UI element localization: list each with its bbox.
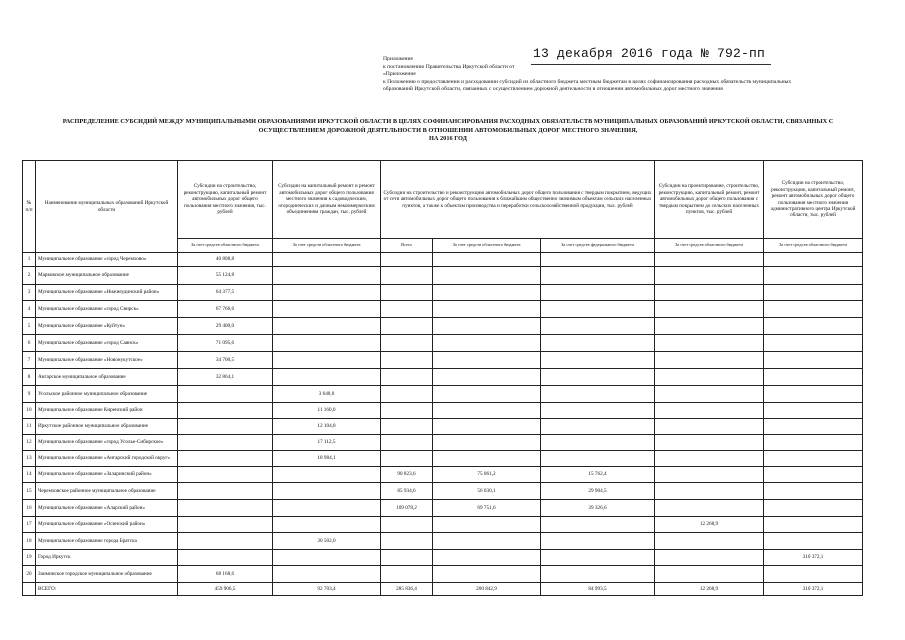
cell-c3t	[381, 386, 433, 403]
cell-c4	[655, 253, 764, 267]
cell-c5	[764, 533, 863, 550]
cell-c3r	[433, 435, 541, 451]
cell-c3t	[381, 369, 433, 386]
cell-c3r: 56 030,1	[433, 483, 541, 500]
cell-c3f: 15 762,4	[541, 467, 655, 483]
total-c2: 92 703,4	[273, 583, 381, 596]
row-number: 18	[23, 533, 36, 550]
row-number: 20	[23, 566, 36, 583]
total-number-cell	[23, 583, 36, 596]
row-name: Черемховское районное муниципальное образование	[36, 483, 178, 500]
header-line: к постановлению Правительства Иркутской области от	[383, 63, 515, 70]
row-name: Ангарское муниципальное образование	[36, 369, 178, 386]
cell-c2	[273, 566, 381, 583]
cell-c3r	[433, 318, 541, 335]
sub-header-c3-total: Всего	[381, 239, 433, 253]
cell-c3t	[381, 419, 433, 435]
cell-c5	[764, 483, 863, 500]
row-number: 9	[23, 386, 36, 403]
table-row	[23, 253, 863, 267]
row-number: 19	[23, 550, 36, 566]
row-name: Муниципальное образование «Ангарский городской округ»	[36, 451, 178, 467]
row-name: Муниципальное образование Киренский район	[36, 403, 178, 419]
cell-c2	[273, 285, 381, 301]
cell-c3f	[541, 267, 655, 285]
cell-c5	[764, 451, 863, 467]
header-line: к Положению о предоставлении и расходовании субсидий из областного бюджета местным бюджетам в целях софинансирования расходных обязательств муниципальных	[383, 78, 792, 85]
cell-c3f	[541, 285, 655, 301]
cell-c3t	[381, 285, 433, 301]
row-name: Муниципальное образование «Куйтун»	[36, 318, 178, 335]
cell-c3f	[541, 517, 655, 533]
cell-c3r	[433, 335, 541, 352]
document-header	[383, 46, 792, 94]
table-row	[23, 435, 863, 451]
table-row	[23, 550, 863, 566]
table-row	[23, 566, 863, 583]
cell-c1	[178, 483, 273, 500]
cell-c2	[273, 517, 381, 533]
row-number: 7	[23, 352, 36, 369]
row-name: Муниципальное образование города Братска	[36, 533, 178, 550]
table-row	[23, 369, 863, 386]
cell-c3t	[381, 550, 433, 566]
row-number: 4	[23, 301, 36, 318]
cell-c3f	[541, 566, 655, 583]
cell-c3f	[541, 451, 655, 467]
cell-c1	[178, 386, 273, 403]
row-number: 12	[23, 435, 36, 451]
cell-c1	[178, 435, 273, 451]
row-name: Муниципальное образование «Заларинский район»	[36, 467, 178, 483]
cell-c3t	[381, 318, 433, 335]
cell-c2	[273, 467, 381, 483]
row-name: Иркутское районное муниципальное образование	[36, 419, 178, 435]
cell-c3f: 39 326,6	[541, 500, 655, 517]
cell-c3r	[433, 451, 541, 467]
total-c3r: 200 842,9	[433, 583, 541, 596]
row-number: 11	[23, 419, 36, 435]
date-underline	[531, 64, 771, 65]
cell-c4	[655, 301, 764, 318]
cell-c3r	[433, 352, 541, 369]
cell-c3r	[433, 386, 541, 403]
row-number: 13	[23, 451, 36, 467]
cell-c3r	[433, 253, 541, 267]
cell-c5	[764, 566, 863, 583]
table-body	[23, 253, 863, 596]
col-header-c4: Субсидии на проектирование, строительство, реконструкцию, капитальный ремонт, ремонт автомобильных дорог общего пользования с твердым покрытием до сельских населенных пунктов, тыс. рублей	[655, 161, 764, 239]
cell-c3r: 69 751,6	[433, 500, 541, 517]
cell-c4	[655, 483, 764, 500]
total-label: ВСЕГО:	[36, 583, 178, 596]
cell-c3t	[381, 533, 433, 550]
cell-c1: 40 808,8	[178, 253, 273, 267]
cell-c2	[273, 318, 381, 335]
sub-header-c5: За счет средств областного бюджета	[764, 239, 863, 253]
cell-c3t: 109 078,2	[381, 500, 433, 517]
cell-c5	[764, 267, 863, 285]
table-row	[23, 267, 863, 285]
resolution-date: 13 декабря 2016 года № 792-пп	[533, 46, 766, 61]
cell-c1: 32 864,1	[178, 369, 273, 386]
table-row	[23, 533, 863, 550]
col-header-c3: Субсидии на строительство и реконструкцию автомобильных дорог общего пользования с твердым покрытием, ведущих от сети автомобильных дорог общего пользования к ближайшим общественно значимым объектам сельских населенных пунктов, а также к объектам производства и переработки сельскохозяйственной продукции, тыс. рублей	[381, 161, 655, 239]
cell-c4	[655, 267, 764, 285]
row-number: 17	[23, 517, 36, 533]
cell-c3f	[541, 533, 655, 550]
cell-c1	[178, 467, 273, 483]
cell-c3f	[541, 352, 655, 369]
cell-c5	[764, 318, 863, 335]
row-name: Муниципальное образование «Нижнеудинский район»	[36, 285, 178, 301]
cell-c5	[764, 435, 863, 451]
cell-c5	[764, 419, 863, 435]
cell-c1: 68 168,6	[178, 566, 273, 583]
cell-c3t: 85 934,6	[381, 483, 433, 500]
cell-c2	[273, 483, 381, 500]
cell-c3f	[541, 318, 655, 335]
title-line: НА 2016 ГОД	[429, 135, 467, 143]
cell-c3f	[541, 301, 655, 318]
cell-c3r	[433, 285, 541, 301]
sub-header-c2: За счет средств областного бюджета	[273, 239, 381, 253]
cell-c3t: 90 823,6	[381, 467, 433, 483]
cell-c2	[273, 352, 381, 369]
table-row	[23, 301, 863, 318]
cell-c3f	[541, 435, 655, 451]
table-row	[23, 517, 863, 533]
cell-c5	[764, 386, 863, 403]
row-name: Муниципальное образование «Осинский район»	[36, 517, 178, 533]
cell-c5	[764, 253, 863, 267]
cell-c3r	[433, 517, 541, 533]
cell-c5	[764, 500, 863, 517]
cell-c3f	[541, 253, 655, 267]
cell-c1: 34 700,5	[178, 352, 273, 369]
cell-c3r	[433, 267, 541, 285]
cell-c2: 17 112,5	[273, 435, 381, 451]
cell-c3f	[541, 386, 655, 403]
cell-c2	[273, 369, 381, 386]
cell-c3r	[433, 403, 541, 419]
cell-c2	[273, 253, 381, 267]
col-header-name: Наименование муниципальных образований Иркутской области	[36, 161, 178, 253]
cell-c1: 67 766,6	[178, 301, 273, 318]
cell-c1: 55 124,8	[178, 267, 273, 285]
col-header-c1: Субсидии на строительство, реконструкцию, капитальный ремонт автомобильных дорог общего пользования местного значения, тыс. рублей	[178, 161, 273, 239]
table-row	[23, 467, 863, 483]
cell-c5	[764, 285, 863, 301]
table-row	[23, 285, 863, 301]
cell-c4	[655, 386, 764, 403]
cell-c3t	[381, 253, 433, 267]
subsidy-table	[22, 160, 863, 596]
cell-c2: 12 104,8	[273, 419, 381, 435]
row-name: Муниципальное образование «Аларский район»	[36, 500, 178, 517]
cell-c4	[655, 550, 764, 566]
cell-c4	[655, 419, 764, 435]
total-c5: 310 372,1	[764, 583, 863, 596]
cell-c5	[764, 403, 863, 419]
cell-c3r: 75 061,2	[433, 467, 541, 483]
total-row	[23, 583, 863, 596]
document-title	[38, 118, 858, 144]
cell-c5	[764, 301, 863, 318]
cell-c3r	[433, 550, 541, 566]
cell-c3t	[381, 435, 433, 451]
row-name: Марковское муниципальное образование	[36, 267, 178, 285]
cell-c2	[273, 550, 381, 566]
total-c4: 12 268,9	[655, 583, 764, 596]
cell-c2: 18 984,1	[273, 451, 381, 467]
row-number: 14	[23, 467, 36, 483]
row-name: Муниципальное образование «Новонукутское»	[36, 352, 178, 369]
total-c3t: 285 836,4	[381, 583, 433, 596]
row-name: Усольское районное муниципальное образование	[36, 386, 178, 403]
cell-c4	[655, 335, 764, 352]
cell-c4	[655, 566, 764, 583]
total-c1: 459 906,5	[178, 583, 273, 596]
table-row	[23, 500, 863, 517]
col-header-c5: Субсидии на строительство, реконструкцию, капитальный ремонт, ремонт автомобильных дорог общего пользования местного значения административного центра Иркутской области, тыс. рублей	[764, 161, 863, 239]
cell-c4	[655, 533, 764, 550]
row-number: 2	[23, 267, 36, 285]
cell-c3f	[541, 550, 655, 566]
cell-c3r	[433, 566, 541, 583]
cell-c1: 71 095,6	[178, 335, 273, 352]
cell-c4	[655, 369, 764, 386]
cell-c4	[655, 352, 764, 369]
cell-c4	[655, 451, 764, 467]
cell-c3r	[433, 419, 541, 435]
cell-c3f	[541, 403, 655, 419]
cell-c3t	[381, 335, 433, 352]
table-row	[23, 419, 863, 435]
table-row	[23, 451, 863, 467]
cell-c1	[178, 403, 273, 419]
row-name: Заиминское городское муниципальное образование	[36, 566, 178, 583]
row-name: Город Иркутск	[36, 550, 178, 566]
cell-c3f: 29 904,5	[541, 483, 655, 500]
cell-c3f	[541, 419, 655, 435]
row-number: 16	[23, 500, 36, 517]
header-line: Приложение	[383, 56, 414, 62]
cell-c4	[655, 467, 764, 483]
cell-c2	[273, 301, 381, 318]
table-row	[23, 335, 863, 352]
row-name: Муниципальное образование «город Саянск»	[36, 335, 178, 352]
col-header-c2: Субсидии на капитальный ремонт и ремонт автомобильных дорог общего пользования местного значения к садоводческим, огороднических и дачным некоммерческим объединениям граждан, тыс. рублей	[273, 161, 381, 239]
row-number: 5	[23, 318, 36, 335]
cell-c2	[273, 267, 381, 285]
cell-c1: 64 377,5	[178, 285, 273, 301]
cell-c4: 12 268,9	[655, 517, 764, 533]
table-row	[23, 403, 863, 419]
header-line: «Приложение	[383, 71, 416, 78]
cell-c4	[655, 435, 764, 451]
title-line: РАСПРЕДЕЛЕНИЕ СУБСИДИЙ МЕЖДУ МУНИЦИПАЛЬНЫМИ ОБРАЗОВАНИЯМИ ИРКУТСКОЙ ОБЛАСТИ В ЦЕЛЯХ СОФИНАНСИРОВАНИЯ РАСХОДНЫХ ОБЯЗАТЕЛЬСТВ МУНИЦИПАЛЬНЫХ ОБРАЗОВАНИЙ ИРКУТСКОЙ ОБЛАСТИ, СВЯЗАННЫХ С	[62, 118, 834, 125]
row-name: Муниципальное образование «город Свирск»	[36, 301, 178, 318]
col-header-number: № п/п	[23, 161, 36, 253]
cell-c3f	[541, 369, 655, 386]
cell-c4	[655, 318, 764, 335]
cell-c1	[178, 419, 273, 435]
cell-c3r	[433, 533, 541, 550]
row-name: Муниципальное образование «город Усолье-Сибирское»	[36, 435, 178, 451]
cell-c3t	[381, 267, 433, 285]
cell-c3t	[381, 403, 433, 419]
cell-c3t	[381, 566, 433, 583]
row-number: 10	[23, 403, 36, 419]
row-number: 3	[23, 285, 36, 301]
cell-c5: 310 372,1	[764, 550, 863, 566]
row-number: 6	[23, 335, 36, 352]
title-line: ОСУЩЕСТВЛЕНИЕМ ДОРОЖНОЙ ДЕЯТЕЛЬНОСТИ В ОТНОШЕНИИ АВТОМОБИЛЬНЫХ ДОРОГ МЕСТНОГО ЗНАЧЕНИЯ,	[258, 126, 638, 134]
cell-c5	[764, 517, 863, 533]
row-number: 1	[23, 253, 36, 267]
cell-c1	[178, 451, 273, 467]
cell-c1	[178, 533, 273, 550]
table-row	[23, 318, 863, 335]
header-line: образований Иркутской области, связанных с осуществлением дорожной деятельности в отношении автомобильных дорог местного значения	[383, 86, 723, 93]
cell-c3r	[433, 369, 541, 386]
cell-c5	[764, 335, 863, 352]
sub-header-c3-regional: За счет средств областного бюджета	[433, 239, 541, 253]
cell-c4	[655, 285, 764, 301]
cell-c2	[273, 335, 381, 352]
cell-c3t	[381, 352, 433, 369]
cell-c3t	[381, 451, 433, 467]
cell-c5	[764, 369, 863, 386]
total-c3f: 84 993,5	[541, 583, 655, 596]
cell-c1	[178, 500, 273, 517]
sub-header-c3-federal: За счет средств федерального бюджета	[541, 239, 655, 253]
table-row	[23, 352, 863, 369]
cell-c1: 29 400,0	[178, 318, 273, 335]
cell-c3t	[381, 517, 433, 533]
row-number: 8	[23, 369, 36, 386]
table-row	[23, 386, 863, 403]
cell-c5	[764, 467, 863, 483]
cell-c2: 11 160,0	[273, 403, 381, 419]
cell-c3r	[433, 301, 541, 318]
cell-c1	[178, 517, 273, 533]
sub-header-c4: За счет средств областного бюджета	[655, 239, 764, 253]
cell-c3t	[381, 301, 433, 318]
sub-header-c1: За счет средств областного бюджета	[178, 239, 273, 253]
cell-c4	[655, 403, 764, 419]
cell-c2: 3 640,0	[273, 386, 381, 403]
table-row	[23, 483, 863, 500]
row-number: 15	[23, 483, 36, 500]
cell-c4	[655, 500, 764, 517]
cell-c5	[764, 352, 863, 369]
cell-c2	[273, 500, 381, 517]
cell-c2: 30 502,0	[273, 533, 381, 550]
cell-c1	[178, 550, 273, 566]
row-name: Муниципальное образование «город Черемхово»	[36, 253, 178, 267]
cell-c3f	[541, 335, 655, 352]
